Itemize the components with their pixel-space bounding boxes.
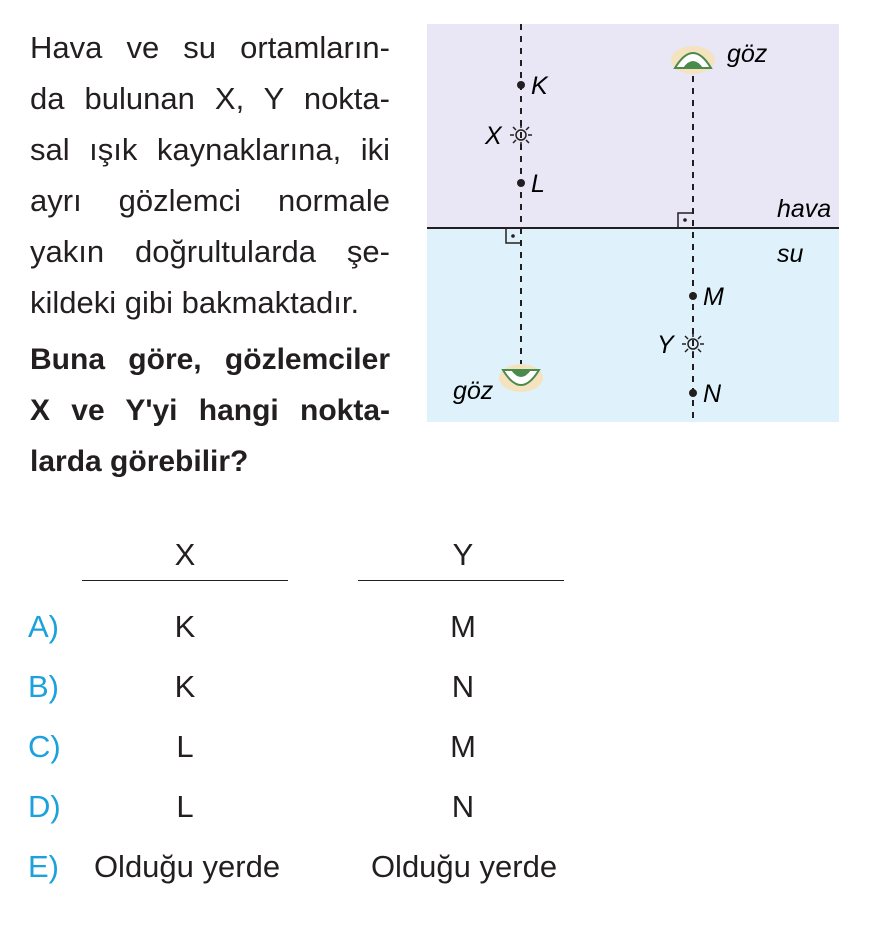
stem-line: da bulunan X, Y nokta- xyxy=(30,81,390,116)
column-header-y: Y xyxy=(452,537,474,572)
label-water: su xyxy=(777,240,804,268)
option-y-value: N xyxy=(451,669,475,704)
point-k xyxy=(517,81,525,89)
label-k: K xyxy=(531,72,548,100)
point-l xyxy=(517,179,525,187)
option-letter[interactable]: E) xyxy=(28,849,59,884)
option-x-value: K xyxy=(174,609,196,644)
stem-line: sal ışık kaynaklarına, iki xyxy=(30,132,390,167)
header-rule-x xyxy=(82,580,288,581)
stem-line: Hava ve su ortamların- xyxy=(30,30,390,65)
label-m: M xyxy=(703,283,724,311)
option-letter[interactable]: B) xyxy=(28,669,59,704)
label-y: Y xyxy=(657,331,674,359)
question-line: X ve Y'yi hangi nokta- xyxy=(30,394,390,427)
option-y-value: M xyxy=(450,609,476,644)
column-header-x: X xyxy=(174,537,196,572)
option-x-value: Olduğu yerde xyxy=(93,849,281,884)
question-prompt xyxy=(30,334,390,487)
option-letter[interactable]: D) xyxy=(28,789,61,824)
option-y-value: M xyxy=(450,729,476,764)
eye-top-icon xyxy=(671,46,715,74)
question-line: larda görebilir? xyxy=(30,445,249,478)
label-air: hava xyxy=(777,195,832,223)
option-y-value: Olduğu yerde xyxy=(370,849,558,884)
label-l: L xyxy=(531,170,545,198)
optics-figure xyxy=(427,24,839,422)
label-eye-top: göz xyxy=(727,40,768,68)
stem-line: ayrı gözlemci normale xyxy=(30,183,390,218)
label-eye-bottom: göz xyxy=(453,377,494,405)
header-rule-y xyxy=(358,580,564,581)
stem-line: kildeki gibi bakmaktadır. xyxy=(30,285,360,320)
eye-bottom-icon xyxy=(499,364,543,392)
point-m xyxy=(689,292,697,300)
option-x-value: L xyxy=(176,729,194,764)
label-n: N xyxy=(703,380,722,408)
option-letter[interactable]: C) xyxy=(28,729,61,764)
point-n xyxy=(689,389,697,397)
question-stem xyxy=(30,22,390,328)
option-letter[interactable]: A) xyxy=(28,609,59,644)
option-x-value: L xyxy=(176,789,194,824)
label-x: X xyxy=(485,122,502,150)
question-line: Buna göre, gözlemciler xyxy=(30,343,390,376)
option-x-value: K xyxy=(174,669,196,704)
option-y-value: N xyxy=(451,789,475,824)
stem-line: yakın doğrultularda şe- xyxy=(30,234,390,269)
